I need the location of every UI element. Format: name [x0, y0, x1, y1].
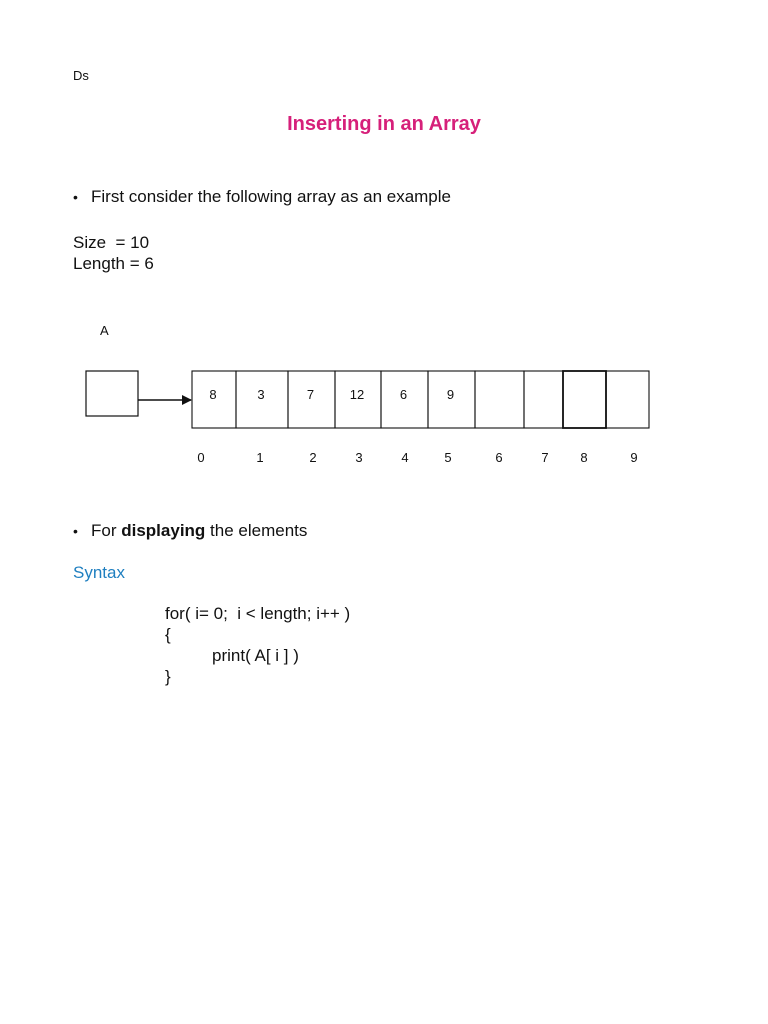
header-tag: Ds — [73, 68, 89, 83]
bullet-display — [73, 521, 307, 541]
array-name-label: A — [100, 323, 109, 338]
array-cell-7 — [524, 371, 563, 428]
bullet-display-prefix: For — [91, 521, 122, 540]
bullet-intro-text: First consider the following array as an example — [91, 187, 451, 206]
array-value-4: 6 — [399, 387, 408, 402]
array-index-4: 4 — [401, 450, 409, 465]
array-value-3: 12 — [349, 387, 365, 402]
array-index-2: 2 — [309, 450, 317, 465]
array-index-3: 3 — [355, 450, 363, 465]
bullet-icon: • — [73, 523, 78, 539]
array-index-5: 5 — [444, 450, 452, 465]
code-line-3: print( A[ i ] ) — [212, 646, 299, 665]
array-cells — [192, 371, 649, 428]
array-value-5: 9 — [446, 387, 455, 402]
bullet-icon: • — [73, 189, 78, 205]
array-value-1: 3 — [257, 387, 265, 402]
array-cell-8 — [563, 371, 606, 428]
array-cell-9 — [606, 371, 649, 428]
array-index-6: 6 — [495, 450, 503, 465]
page-title: Inserting in an Array — [287, 113, 481, 135]
array-indices — [197, 450, 637, 465]
pointer-box — [86, 371, 138, 416]
syntax-label: Syntax — [73, 563, 125, 582]
array-index-8: 8 — [580, 450, 588, 465]
bullet-display-bold: displaying — [121, 521, 206, 540]
array-index-0: 0 — [197, 450, 205, 465]
code-line-1: for( i= 0; i < length; i++ ) — [165, 604, 351, 623]
array-index-7: 7 — [541, 450, 549, 465]
array-index-9: 9 — [630, 450, 638, 465]
array-value-0: 8 — [209, 387, 217, 402]
code-line-2: { — [165, 625, 171, 644]
bullet-intro — [73, 187, 451, 207]
array-cell-6 — [475, 371, 524, 428]
bullet-display-suffix: the elements — [205, 521, 308, 540]
array-index-1: 1 — [256, 450, 264, 465]
array-diagram — [0, 350, 768, 475]
code-line-4: } — [165, 667, 171, 686]
array-value-2: 7 — [306, 387, 315, 402]
size-line: Size = 10 — [73, 233, 150, 252]
length-line: Length = 6 — [73, 254, 154, 273]
